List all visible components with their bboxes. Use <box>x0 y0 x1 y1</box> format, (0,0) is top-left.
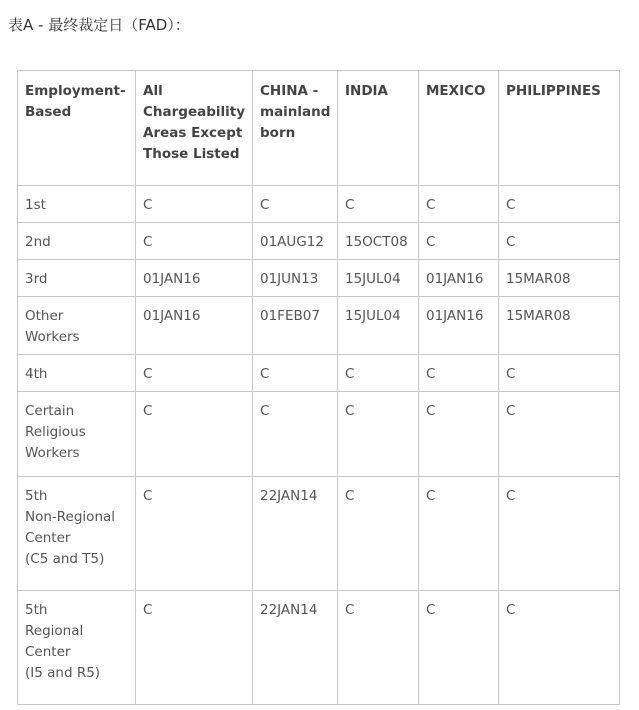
cell-india: 15OCT08 <box>338 223 419 260</box>
cell-all: 01JAN16 <box>136 297 253 355</box>
cell-mexico: C <box>419 186 499 223</box>
cell-philippines: 15MAR08 <box>499 260 620 297</box>
row-category: 1st <box>18 186 136 223</box>
cell-india: C <box>338 477 419 591</box>
table-row <box>18 186 620 223</box>
cell-philippines: 15MAR08 <box>499 297 620 355</box>
cell-china: 01JUN13 <box>253 260 338 297</box>
cell-china: C <box>253 392 338 477</box>
cell-philippines: C <box>499 186 620 223</box>
cell-mexico: C <box>419 223 499 260</box>
table-row <box>18 260 620 297</box>
cell-all: C <box>136 591 253 705</box>
cell-philippines: C <box>499 591 620 705</box>
row-category: Other Workers <box>18 297 136 355</box>
cell-mexico: 01JAN16 <box>419 260 499 297</box>
cell-india: C <box>338 186 419 223</box>
cell-china: C <box>253 186 338 223</box>
table-row <box>18 297 620 355</box>
cell-china: C <box>253 355 338 392</box>
table-row <box>18 392 620 477</box>
row-category: 3rd <box>18 260 136 297</box>
header-china: CHINA - mainland born <box>253 71 338 186</box>
cell-philippines: C <box>499 477 620 591</box>
header-row <box>18 71 620 186</box>
cell-mexico: C <box>419 591 499 705</box>
row-category: 4th <box>18 355 136 392</box>
header-mexico: MEXICO <box>419 71 499 186</box>
cell-india: C <box>338 392 419 477</box>
row-category: 2nd <box>18 223 136 260</box>
cell-india: C <box>338 355 419 392</box>
header-employment-based: Employment- Based <box>18 71 136 186</box>
cell-china: 01FEB07 <box>253 297 338 355</box>
header-all-chargeability: All Chargeability Areas Except Those Listed <box>136 71 253 186</box>
cell-philippines: C <box>499 392 620 477</box>
cell-india: 15JUL04 <box>338 260 419 297</box>
header-philippines: PHILIPPINES <box>499 71 620 186</box>
cell-china: 22JAN14 <box>253 591 338 705</box>
cell-china: 01AUG12 <box>253 223 338 260</box>
table-row <box>18 223 620 260</box>
cell-all: C <box>136 392 253 477</box>
cell-philippines: C <box>499 223 620 260</box>
cell-mexico: 01JAN16 <box>419 297 499 355</box>
cell-india: 15JUL04 <box>338 297 419 355</box>
cell-mexico: C <box>419 355 499 392</box>
row-category: 5th Regional Center (I5 and R5) <box>18 591 136 705</box>
table-row <box>18 355 620 392</box>
row-category: Certain Religious Workers <box>18 392 136 477</box>
cell-mexico: C <box>419 392 499 477</box>
header-india: INDIA <box>338 71 419 186</box>
table-caption: 表A - 最终裁定日（FAD）： <box>8 16 190 34</box>
row-category: 5th Non-Regional Center (C5 and T5) <box>18 477 136 591</box>
cell-philippines: C <box>499 355 620 392</box>
cell-all: 01JAN16 <box>136 260 253 297</box>
cell-india: C <box>338 591 419 705</box>
cell-all: C <box>136 477 253 591</box>
cell-mexico: C <box>419 477 499 591</box>
cell-all: C <box>136 355 253 392</box>
table-row <box>18 477 620 591</box>
cell-china: 22JAN14 <box>253 477 338 591</box>
cell-all: C <box>136 223 253 260</box>
table-row <box>18 591 620 705</box>
final-action-dates-table <box>17 70 620 705</box>
cell-all: C <box>136 186 253 223</box>
